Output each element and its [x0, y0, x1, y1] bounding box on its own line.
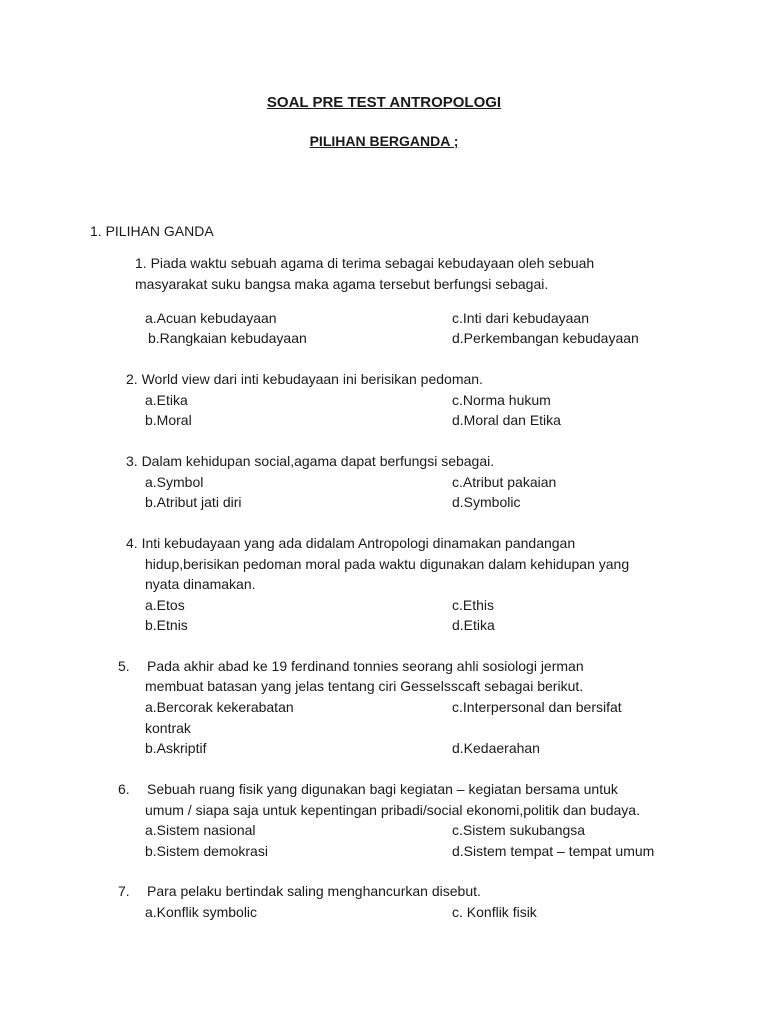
- question-stem-line: Sebuah ruang fisik yang digunakan bagi kegiatan – kegiatan bersama untuk: [147, 781, 618, 797]
- question-stem-line: masyarakat suku bangsa maka agama tersebut berfungsi sebagai.: [135, 276, 549, 292]
- section-heading: 1. PILIHAN GANDA: [90, 223, 214, 239]
- option-a: a.Acuan kebudayaan: [145, 310, 277, 326]
- question-stem-line: 3. Dalam kehidupan social,agama dapat berfungsi sebagai.: [126, 453, 495, 469]
- question-stem-line: Pada akhir abad ke 19 ferdinand tonnies seorang ahli sosiologi jerman: [147, 658, 584, 674]
- option-b: b.Sistem demokrasi: [145, 843, 268, 859]
- option-c: c.Sistem sukubangsa: [452, 822, 586, 838]
- option-b: b.Atribut jati diri: [145, 494, 242, 510]
- question-stem-line: 1. Piada waktu sebuah agama di terima sebagai kebudayaan oleh sebuah: [135, 255, 595, 271]
- option-a: a.Bercorak kekerabatan: [145, 699, 294, 715]
- option-d: d.Sistem tempat – tempat umum: [452, 843, 655, 859]
- question-number: 7.: [118, 883, 130, 899]
- question-number: 6.: [118, 781, 130, 797]
- question-stem-line: 4. Inti kebudayaan yang ada didalam Antropologi dinamakan pandangan: [126, 535, 576, 551]
- option-a: a.Etos: [145, 597, 185, 613]
- option-c: c. Konflik fisik: [452, 904, 537, 920]
- option-a: a.Symbol: [145, 474, 204, 490]
- question-stem-line: nyata dinamakan.: [145, 576, 256, 592]
- option-b: b.Moral: [145, 412, 192, 428]
- option-c-continuation: kontrak: [145, 720, 191, 736]
- option-c: c.Norma hukum: [452, 392, 551, 408]
- question-stem-line: hidup,berisikan pedoman moral pada waktu digunakan dalam kehidupan yang: [145, 556, 630, 572]
- option-d: d.Etika: [452, 617, 495, 633]
- question-stem-line: membuat batasan yang jelas tentang ciri Gesselsscaft sebagai berikut.: [145, 678, 584, 694]
- option-d: d.Moral dan Etika: [452, 412, 561, 428]
- option-c: c.Inti dari kebudayaan: [452, 310, 589, 326]
- option-a: a.Etika: [145, 392, 188, 408]
- option-c: c.Atribut pakaian: [452, 474, 557, 490]
- option-b: b.Rangkaian kebudayaan: [148, 330, 307, 346]
- question-stem-line: umum / siapa saja untuk kepentingan pribadi/social ekonomi,politik dan budaya.: [145, 802, 640, 818]
- question-stem-line: Para pelaku bertindak saling menghancurkan disebut.: [147, 883, 481, 899]
- page-title: SOAL PRE TEST ANTROPOLOGI: [266, 94, 502, 111]
- page-subtitle: PILIHAN BERGANDA ;: [309, 133, 459, 149]
- option-b: b.Askriptif: [145, 740, 207, 756]
- question-number: 5.: [118, 658, 130, 674]
- option-b: b.Etnis: [145, 617, 188, 633]
- option-d: d.Perkembangan kebudayaan: [452, 330, 639, 346]
- option-c: c.Ethis: [452, 597, 495, 613]
- option-c: c.Interpersonal dan bersifat: [452, 699, 622, 715]
- option-a: a.Konflik symbolic: [145, 904, 258, 920]
- option-a: a.Sistem nasional: [145, 822, 256, 838]
- option-d: d.Kedaerahan: [452, 740, 540, 756]
- option-d: d.Symbolic: [452, 494, 521, 510]
- question-stem-line: 2. World view dari inti kebudayaan ini berisikan pedoman.: [126, 371, 483, 387]
